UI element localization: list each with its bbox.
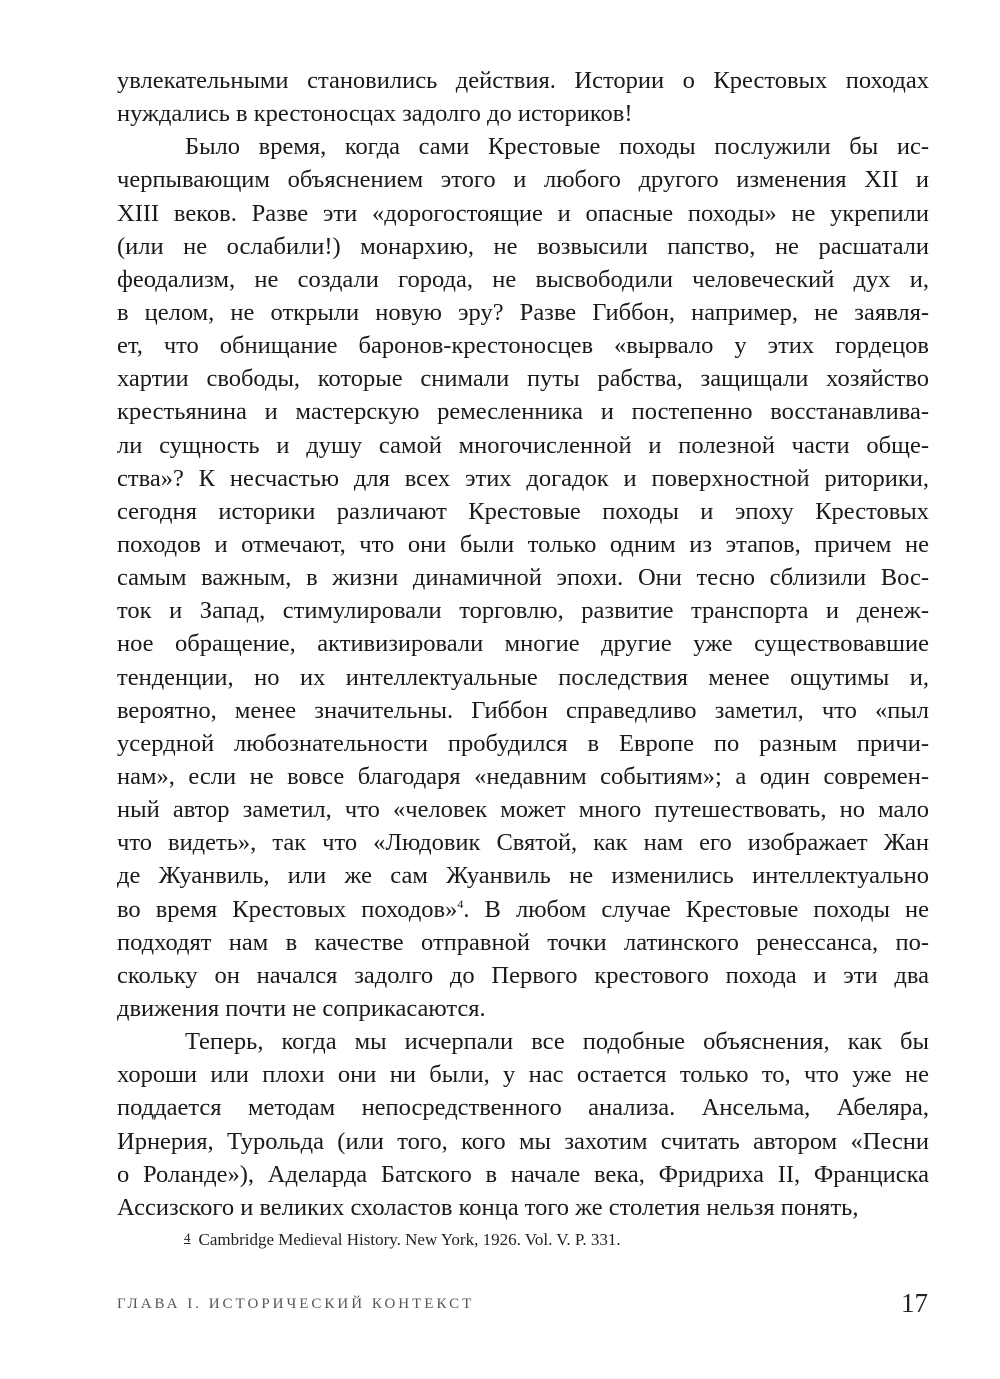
text-line: поддается методам непосредственного анализа. Ансельма, Абеляра,	[117, 1094, 929, 1122]
text-line: черпывающим объяснением этого и любого другого изменения XII и	[117, 166, 929, 194]
text-line: де Жуанвиль, или же сам Жуанвиль не изменились интеллектуально	[117, 862, 929, 890]
text-line: ли сущность и душу самой многочисленной и полезной части обще-	[117, 431, 929, 459]
text-line: хартии свободы, которые снимали путы рабства, защищали хозяйство	[117, 365, 929, 393]
footnote-ref[interactable]: 4	[457, 896, 464, 911]
text-line: усердной любознательности пробудился в Европе по разным причи-	[117, 729, 929, 757]
footnote-text: Cambridge Medieval History. New York, 1926. Vol. V. P. 331.	[198, 1230, 621, 1249]
footnote	[184, 1230, 621, 1250]
text-line: нам», если не вовсе благодаря «недавним событиям»; а один современ-	[117, 762, 929, 790]
paragraph	[117, 926, 929, 1025]
running-head: ГЛАВА I. ИСТОРИЧЕСКИЙ КОНТЕКСТ	[117, 1296, 475, 1312]
text-line: ное обращение, активизировали многие другие уже существовавшие	[117, 630, 929, 658]
text-line: ет, что обнищание баронов-крестоносцев «вырвало у этих гордецов	[117, 332, 929, 360]
text-line: (или не ослабили!) монархию, не возвысили папство, не расшатали	[117, 232, 929, 260]
text-line: о Роланде»), Аделарда Батского в начале века, Фридриха II, Франциска	[117, 1160, 929, 1188]
text-line: Ассизского и великих схоластов конца того же столетия нельзя понять,	[117, 1193, 859, 1221]
text-line: нуждались в крестоносцах задолго до историков!	[117, 100, 633, 128]
text-line: хороши или плохи они ни были, у нас остается только то, что уже не	[117, 1061, 929, 1089]
text-line: Теперь, когда мы исчерпали все подобные объяснения, как бы	[185, 1028, 929, 1056]
line-part: . В любом случае Крестовые походы не	[463, 895, 929, 923]
text-line: скольку он начался задолго до Первого крестового похода и эти два	[117, 961, 929, 989]
text-line: тенденции, но их интеллектуальные последствия менее ощутимы и,	[117, 663, 929, 691]
line-part: во время Крестовых походов»	[117, 895, 458, 923]
text-line: в целом, не открыли новую эру? Разве Гиббон, например, не заявля-	[117, 298, 929, 326]
paragraph	[117, 64, 929, 130]
text-line: Ирнерия, Турольда (или того, кого мы захотим считать автором «Песни	[117, 1127, 929, 1155]
text-line: крестьянина и мастерскую ремесленника и постепенно восстанавлива-	[117, 398, 929, 426]
page-number: 17	[901, 1288, 928, 1318]
text-line: походов и отмечают, что они были только одним из этапов, причем не	[117, 530, 929, 558]
text-line: ток и Запад, стимулировали торговлю, развитие транспорта и денеж-	[117, 597, 929, 625]
text-line: вероятно, менее значительны. Гиббон справедливо заметил, что «пыл	[117, 696, 929, 724]
text-line: движения почти не соприкасаются.	[117, 994, 486, 1022]
body-text	[117, 64, 929, 1224]
text-line: подходят нам в качестве отправной точки латинского ренессанса, по-	[117, 928, 929, 956]
text-line: феодализм, не создали города, не высвободили человеческий дух и,	[117, 265, 929, 293]
text-line: самым важным, в жизни динамичной эпохи. Они тесно сблизили Вос-	[117, 564, 929, 592]
text-line: сегодня историки различают Крестовые походы и эпоху Крестовых	[117, 497, 929, 525]
text-line: XIII веков. Разве эти «дорогостоящие и опасные походы» не укрепили	[117, 199, 929, 227]
text-line: ства»? К несчастью для всех этих догадок и поверхностной риторики,	[117, 464, 929, 492]
paragraph	[117, 130, 929, 925]
text-line-with-footnote	[117, 893, 929, 926]
paragraph	[117, 1025, 929, 1224]
footnote-number: 4	[184, 1230, 191, 1245]
text-line: ный автор заметил, что «человек может много путешествовать, но мало	[117, 796, 929, 824]
text-line: увлекательными становились действия. Истории о Крестовых походах	[117, 67, 929, 94]
text-line: что видеть», так что «Людовик Святой, как нам его изображает Жан	[117, 829, 929, 857]
text-line: Было время, когда сами Крестовые походы послужили бы ис-	[185, 133, 929, 161]
